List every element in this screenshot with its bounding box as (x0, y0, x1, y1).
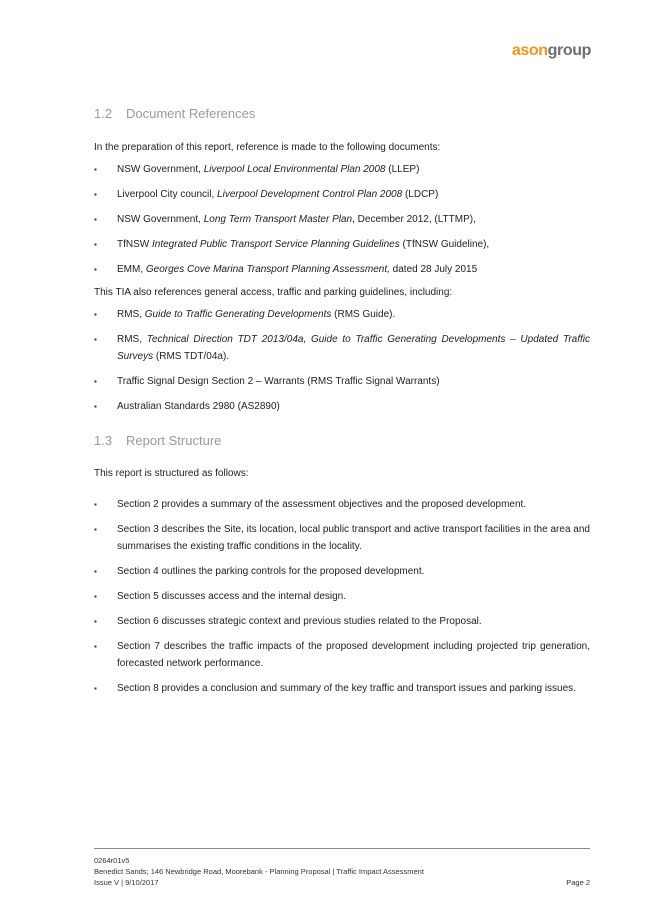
structure-item: ▪ Section 8 provides a conclusion and summary of the key traffic and transport issues and parking issues. (94, 680, 590, 697)
section-heading-report-structure (94, 433, 590, 448)
structure-item: ▪ Section 6 discusses strategic context and previous studies related to the Proposal. (94, 613, 590, 630)
structure-item: ▪ Section 4 outlines the parking controls for the proposed development. (94, 563, 590, 580)
page-footer (94, 848, 590, 888)
structure-item: ▪ Section 5 discusses access and the internal design. (94, 588, 590, 605)
reference-item: ▪ NSW Government, Liverpool Local Environmental Plan 2008 (LLEP) (94, 161, 590, 178)
structure-item: ▪ Section 2 provides a summary of the assessment objectives and the proposed development. (94, 496, 590, 513)
reference-item: ▪ NSW Government, Long Term Transport Master Plan, December 2012, (LTTMP), (94, 211, 590, 228)
section-number: 1.3 (94, 433, 113, 448)
section-heading-document-references (94, 106, 590, 121)
structure-item: ▪ Section 7 describes the traffic impacts of the proposed development including projected trip generation, forecasted network performance. (94, 638, 590, 672)
guideline-item: ▪ Australian Standards 2980 (AS2890) (94, 398, 590, 415)
refs-intro: In the preparation of this report, reference is made to the following documents: (94, 142, 441, 153)
guideline-item: ▪ RMS, Technical Direction TDT 2013/04a, Guide to Traffic Generating Developments – Updated Traffic Surveys (RMS TDT/04a). (94, 331, 590, 365)
logo-part-group: group (547, 42, 591, 59)
guideline-item: ▪ Traffic Signal Design Section 2 – Warrants (RMS Traffic Signal Warrants) (94, 373, 590, 390)
footer-ref: 0264r01v5 (94, 856, 130, 865)
structure-list (94, 496, 590, 697)
reference-item: ▪ Liverpool City council, Liverpool Development Control Plan 2008 (LDCP) (94, 186, 590, 203)
section-title: Document References (126, 106, 256, 121)
footer-issue: Issue V | 9/10/2017 (94, 878, 159, 887)
page-content (94, 106, 590, 705)
footer-project: Benedict Sands; 146 Newbridge Road, Moorebank - Planning Proposal | Traffic Impact Assessment (94, 867, 424, 876)
guideline-item: ▪ RMS, Guide to Traffic Generating Developments (RMS Guide). (94, 306, 590, 323)
logo-part-ason: ason (511, 42, 548, 59)
section-title: Report Structure (126, 433, 222, 448)
structure-intro: This report is structured as follows: (94, 468, 249, 479)
page-number: Page 2 (566, 878, 590, 887)
reference-list (94, 161, 590, 278)
structure-item: ▪ Section 3 describes the Site, its location, local public transport and active transport facilities in the area and summarises the existing traffic conditions in the locality. (94, 521, 590, 555)
reference-item: ▪ EMM, Georges Cove Marina Transport Planning Assessment, dated 28 July 2015 (94, 261, 590, 278)
guidelines-intro: This TIA also references general access, traffic and parking guidelines, including: (94, 287, 453, 298)
reference-item: ▪ TfNSW Integrated Public Transport Service Planning Guidelines (TfNSW Guideline), (94, 236, 590, 253)
company-logo (512, 42, 591, 60)
guidelines-list (94, 306, 590, 415)
section-number: 1.2 (94, 106, 113, 121)
